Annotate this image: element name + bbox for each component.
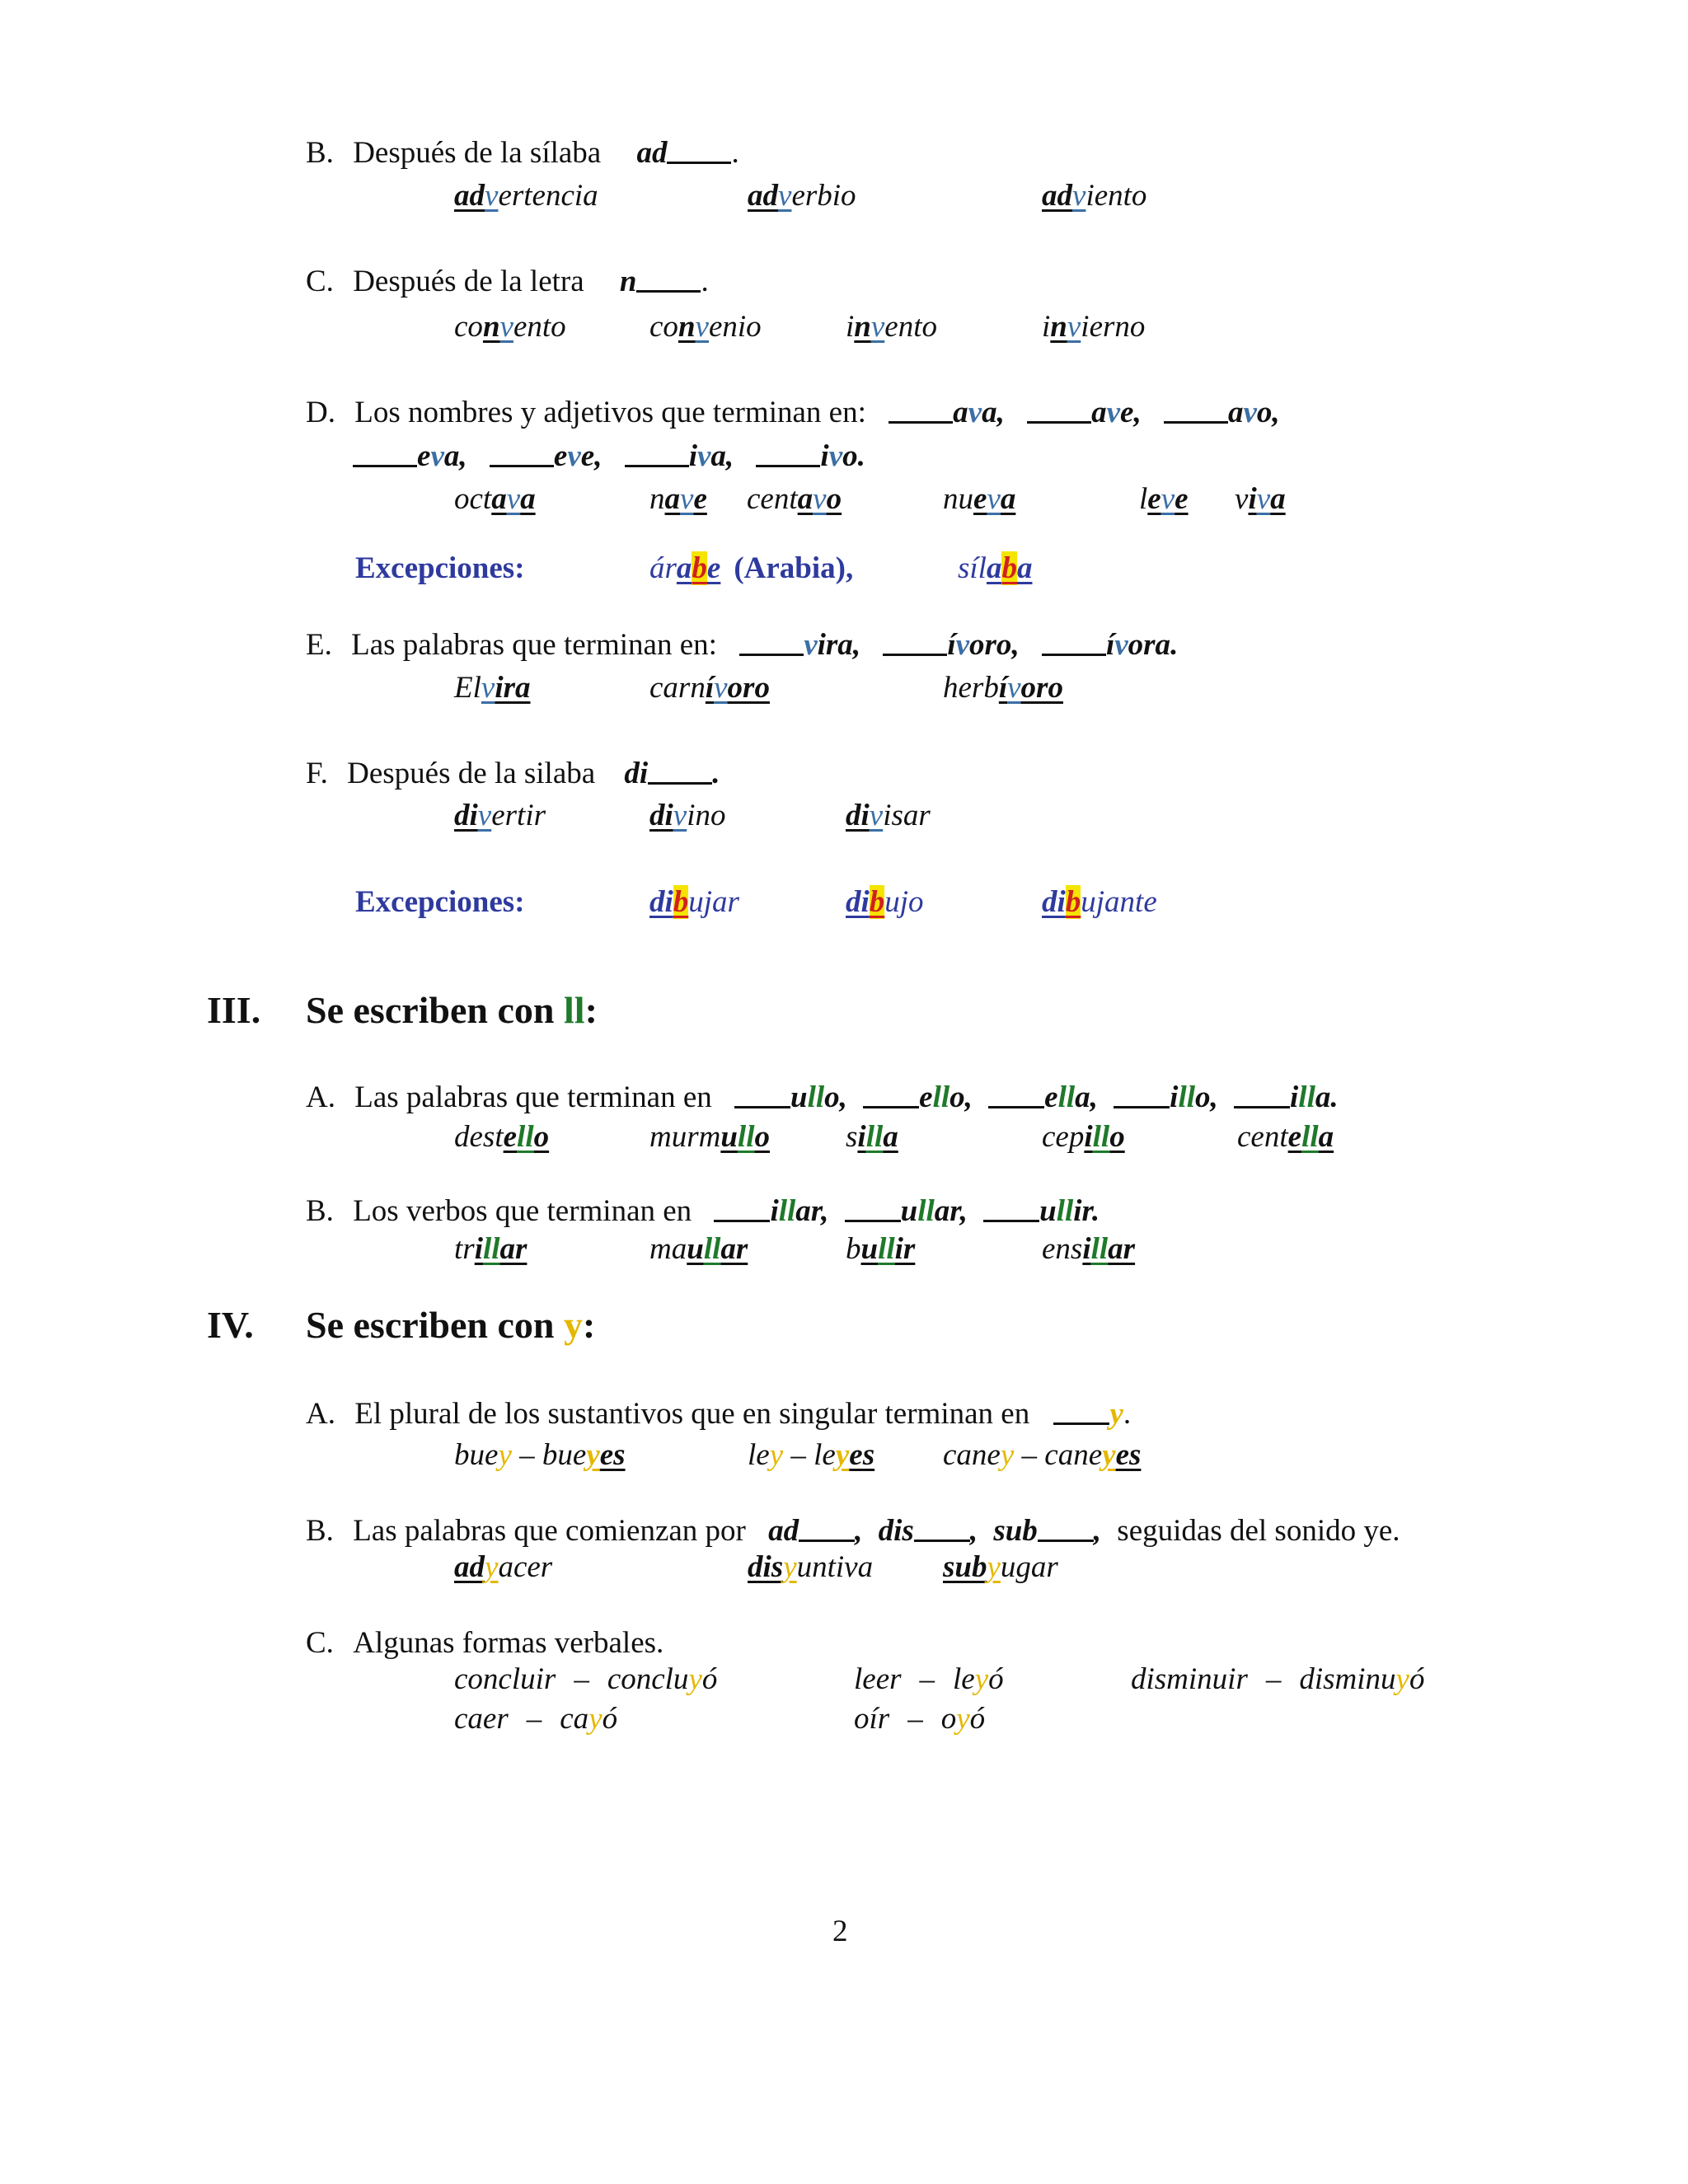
example-word: adviento <box>1042 179 1147 213</box>
example-word: murmullo <box>649 1120 770 1154</box>
section-heading: Se escriben con y: <box>306 1304 596 1346</box>
example-word: trillar <box>454 1232 528 1266</box>
verb-form-pair: caer – cayó <box>454 1702 618 1736</box>
ending: ullo, <box>734 1080 847 1114</box>
blank <box>648 782 712 785</box>
exception-word: árabe (Arabia), <box>649 551 854 585</box>
section-number: IV. <box>207 1304 254 1346</box>
rule-text: Después de la silaba <box>347 757 596 790</box>
rule-iv-c <box>306 1624 663 1663</box>
verb-form-pair: oír – oyó <box>854 1702 986 1736</box>
example-word: Elvira <box>454 671 531 705</box>
rule-letter: A. <box>306 1080 335 1114</box>
example-word: herbívoro <box>943 671 1063 705</box>
exceptions-label: Excepciones: <box>355 551 525 585</box>
example-pair: caney – caneyes <box>943 1438 1142 1472</box>
rule-text: Las palabras que terminan en <box>354 1080 712 1114</box>
ending: eva, <box>353 439 467 473</box>
example-word: centavo <box>747 482 842 516</box>
example-word: centella <box>1237 1120 1334 1154</box>
rule-ii-b <box>306 134 739 173</box>
example-word: advertencia <box>454 179 598 213</box>
page-number: 2 <box>832 1915 848 1948</box>
rule-iii-a <box>306 1078 1339 1118</box>
verb-form-pair: leer – leyó <box>854 1662 1004 1696</box>
ending: ullir. <box>983 1194 1100 1228</box>
example-word: carnívoro <box>649 671 770 705</box>
ending: ivo. <box>756 439 865 473</box>
example-word: disyuntiva <box>748 1550 874 1584</box>
example-word: adyacer <box>454 1550 553 1584</box>
ending: ella, <box>988 1080 1098 1114</box>
exceptions-label: Excepciones: <box>355 885 525 919</box>
verb-form-pair: concluir – concluyó <box>454 1662 718 1696</box>
example-pair: ley – leyes <box>748 1438 875 1472</box>
example-word: subyugar <box>943 1550 1058 1584</box>
rule-text: Algunas formas verbales. <box>353 1626 664 1660</box>
prefix: sub , <box>993 1514 1102 1548</box>
rule-letter: E. <box>306 628 332 662</box>
rule-letter: F. <box>306 757 328 790</box>
ending: ave, <box>1027 396 1142 429</box>
rule-text: Las palabras que comienzan por <box>353 1514 746 1548</box>
example-word: convenio <box>649 310 762 344</box>
ending: ava, <box>889 396 1005 429</box>
rule-tail: . <box>701 265 709 298</box>
rule-ii-e <box>306 626 1178 665</box>
example-word: nave <box>649 482 707 516</box>
ending: illar, <box>714 1194 828 1228</box>
exception-word: dibujante <box>1042 885 1157 919</box>
rule-tail: . <box>731 136 739 170</box>
rule-letter: C. <box>306 265 334 298</box>
ending: eve, <box>490 439 603 473</box>
rule-text: Las palabras que terminan en: <box>351 628 717 662</box>
example-word: octava <box>454 482 536 516</box>
blank <box>636 290 701 293</box>
rule-iii-b <box>306 1192 1100 1231</box>
rule-letter: D. <box>306 396 335 429</box>
rule-ii-f <box>306 754 720 794</box>
ending: illa. <box>1234 1080 1339 1114</box>
example-word: maullar <box>649 1232 748 1266</box>
rule-stem: di <box>624 757 649 790</box>
ending: vira, <box>739 628 860 662</box>
rule-letter: B. <box>306 1194 334 1228</box>
rule-letter: C. <box>306 1626 334 1660</box>
example-word: silla <box>846 1120 898 1154</box>
example-word: leve <box>1139 482 1189 516</box>
rule-letter: B. <box>306 1514 334 1548</box>
example-word: divertir <box>454 799 546 832</box>
example-word: divino <box>649 799 726 832</box>
rule-ii-d-continued <box>353 437 865 476</box>
example-word: convento <box>454 310 566 344</box>
exception-word: dibujo <box>846 885 924 919</box>
rule-letter: A. <box>306 1397 335 1431</box>
rule-stem: n <box>619 265 637 298</box>
ending: avo, <box>1164 396 1280 429</box>
example-word: divisar <box>846 799 931 832</box>
example-word: bullir <box>846 1232 916 1266</box>
example-word: adverbio <box>748 179 856 213</box>
rule-iv-b <box>306 1511 1400 1551</box>
rule-iv-a <box>306 1394 1131 1434</box>
rule-text: Después de la sílaba <box>353 136 602 170</box>
example-pair: buey – bueyes <box>454 1438 626 1472</box>
rule-letter: B. <box>306 136 334 170</box>
example-word: destello <box>454 1120 550 1154</box>
example-word: invierno <box>1042 310 1146 344</box>
rule-text: Los verbos que terminan en <box>353 1194 692 1228</box>
ending: iva, <box>625 439 734 473</box>
ending: ívoro, <box>883 628 1019 662</box>
rule-ii-c <box>306 262 709 302</box>
section-heading: Se escriben con ll: <box>306 989 598 1031</box>
example-word: nueva <box>943 482 1016 516</box>
ending: y. <box>1053 1397 1131 1431</box>
rule-text: Los nombres y adjetivos que terminan en: <box>354 396 866 429</box>
example-word: cepillo <box>1042 1120 1125 1154</box>
ending: ello, <box>863 1080 973 1114</box>
example-word: ensillar <box>1042 1232 1136 1266</box>
prefix: dis , <box>878 1514 978 1548</box>
blank <box>667 162 731 164</box>
rule-text: El plural de los sustantivos que en singular terminan en <box>354 1397 1030 1431</box>
ending: ívora. <box>1042 628 1178 662</box>
rule-tail: . <box>712 757 720 790</box>
verb-form-pair: disminuir – disminuyó <box>1131 1662 1425 1696</box>
ending: ullar, <box>845 1194 968 1228</box>
ending: illo, <box>1114 1080 1218 1114</box>
rule-text: Después de la letra <box>353 265 584 298</box>
section-number: III. <box>207 989 261 1031</box>
rule-tail: seguidas del sonido ye. <box>1117 1514 1400 1548</box>
prefix: ad , <box>768 1514 863 1548</box>
exception-word: dibujar <box>649 885 739 919</box>
exception-word: sílaba <box>958 551 1033 585</box>
rule-stem: ad <box>636 136 668 170</box>
example-word: viva <box>1235 482 1286 516</box>
rule-ii-d <box>306 393 1280 433</box>
example-word: invento <box>846 310 937 344</box>
